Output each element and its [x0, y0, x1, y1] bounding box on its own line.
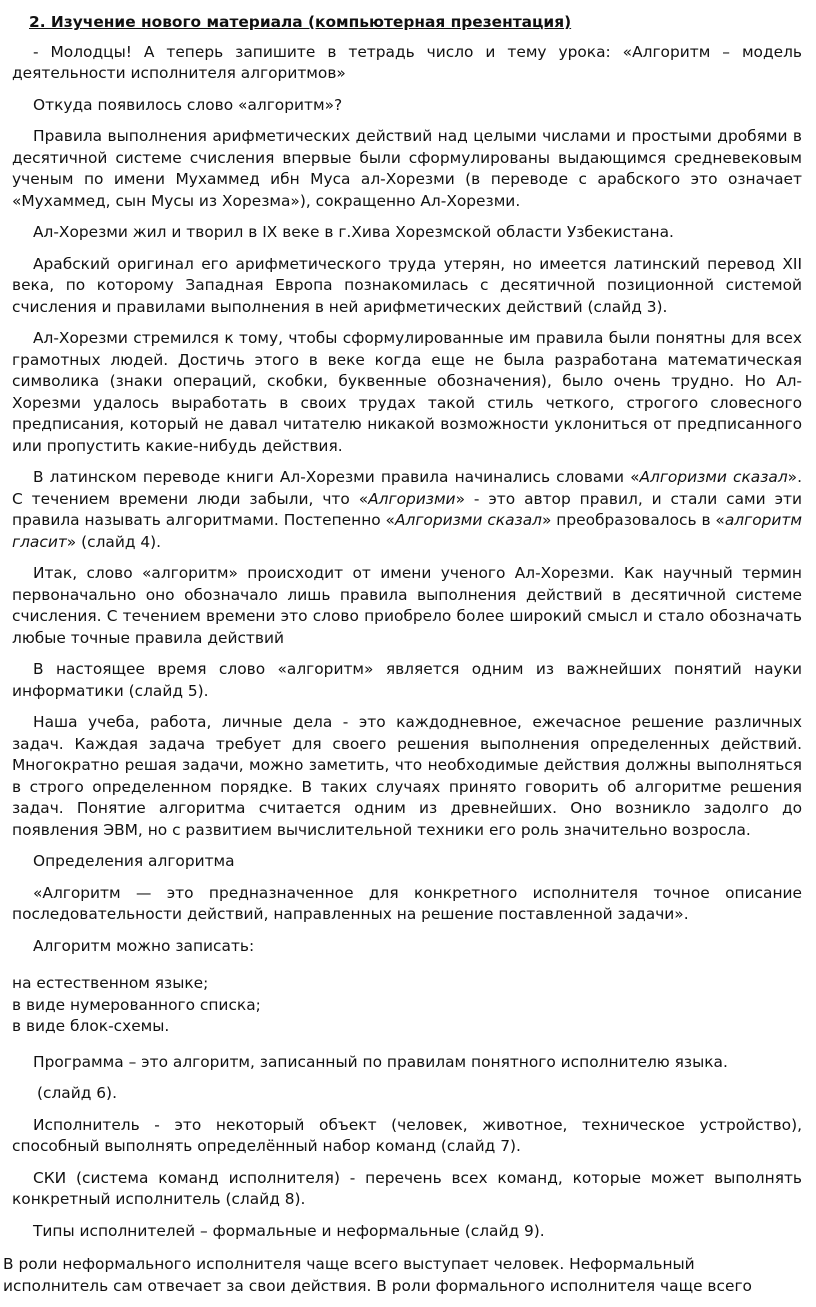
paragraph-algorizmi — [12, 467, 802, 553]
paragraph-term-origin: Итак, слово «алгоритм» происходит от имени ученого Ал-Хорезми. Как научный термин первоначально оно обозначало лишь правила выполнения действий в десятичной системе счисления. С течением времени это слово приобрело более широкий смысл и стало обозначать любые точные правила действий — [12, 564, 802, 647]
italic-phrase: алгоритм гласит — [12, 511, 802, 551]
italic-phrase: Алгоризми — [368, 489, 456, 508]
paragraph-rules-origin: Правила выполнения арифметических действий над целыми числами и простыми дробями в десятичной системе счисления впервые были сформулированы выдающимся средневековым ученым по имени Мухаммед ибн Муса ал-Хорезми (в переводе с арабского это означает «Мухаммед, сын Мусы из Хорезма»), сокращенно Ал-Хорезми. — [12, 127, 802, 210]
paragraph-definition: «Алгоритм — это предназначенное для конкретного исполнителя точное описание последовательности действий, направленных на решение поставленной задачи». — [12, 883, 802, 923]
paragraph-tasks: Наша учеба, работа, личные дела - это каждодневное, ежечасное решение различных задач. Каждая задача требует для своего решения выполнения определенных действий. Многократно решая задачи, можно заметить, что необходимые действия должны выполняться в строго определенном порядке. В таких случаях принято говорить об алгоритме решения задач. Понятие алгоритма считается одним из древнейших. Оно возникло задолго до появления ЭВМ, но с развитием вычислительной техники его роль значительно возросла. — [12, 713, 802, 839]
text-run: » преобразовалось в « — [541, 511, 725, 529]
italic-phrase: Алгоризми сказал — [394, 511, 542, 529]
list-item: в виде блок-схемы. — [12, 1017, 170, 1035]
text-run: » - это автор правил, и стали сами эти правила называть алгоритмами. Постепенно « — [12, 489, 802, 529]
paragraph-definitions-title: Определения алгоритма — [33, 852, 235, 870]
list-item: на естественном языке; — [12, 974, 209, 992]
paragraph-al-khwarizmi-life: Ал-Хорезми жил и творил в IX веке в г.Хива Хорезмской области Узбекистана. — [33, 223, 674, 241]
section-heading: 2. Изучение нового материала (компьютерная презентация) — [29, 13, 572, 31]
list-item: в виде нумерованного списка; — [12, 995, 261, 1014]
paragraph-program: Программа – это алгоритм, записанный по правилам понятного исполнителю языка. — [33, 1052, 728, 1071]
text-run: » (слайд 4). — [66, 532, 162, 551]
paragraph-latin-translation: Арабский оригинал его арифметического труда утерян, но имеется латинский перевод XII века, по которому Западная Европа познакомилась с десятичной позиционной системой счисления и правилами выполнения в ней арифметических действий (слайд 3). — [12, 254, 802, 316]
paragraph-executor: Исполнитель - это некоторый объект (человек, животное, техническое устройство), способный выполнять определённый набор команд (слайд 7). — [12, 1115, 802, 1155]
text-run: ». С течением времени люди забыли, что « — [12, 468, 802, 508]
text-run: В латинском переводе книги Ал-Хорезми правила начинались словами « — [33, 468, 640, 486]
paragraph-slide-6: (слайд 6). — [37, 1084, 117, 1102]
document-page — [3, 12, 802, 1307]
paragraph-question: Откуда появилось слово «алгоритм»? — [33, 95, 343, 114]
paragraph-informal-executor: В роли неформального исполнителя чаще всего выступает человек. Неформальный исполнитель сам отвечает за свои действия. В роли формального исполнителя чаще всего — [3, 1255, 752, 1295]
paragraph-style: Ал-Хорезми стремился к тому, чтобы сформулированные им правила были понятны для всех грамотных людей. Достичь этого в веке когда еще не была разработана математическая символика (знаки операций, скобки, буквенные обозначения), было очень трудно. Но Ал-Хорезми удалось выработать в своих трудах такой стиль четкого, строгого словесного предписания, который не давал читателю никакой возможности уклониться от предписанного или пропустить какие-нибудь действия. — [12, 329, 802, 455]
paragraph-command-system: СКИ (система команд исполнителя) - перечень всех команд, которые может выполнять конкретный исполнитель (слайд 8). — [12, 1168, 802, 1208]
paragraph-informatics: В настоящее время слово «алгоритм» является одним из важнейших понятий науки информатики (слайд 5). — [12, 660, 802, 700]
italic-phrase: Алгоризми сказал — [639, 468, 788, 486]
paragraph-lesson-topic: - Молодцы! А теперь запишите в тетрадь число и тему урока: «Алгоритм – модель деятельности исполнителя алгоритмов» — [12, 42, 802, 82]
paragraph-executor-types: Типы исполнителей – формальные и неформальные (слайд 9). — [33, 1221, 545, 1240]
paragraph-write-methods: Алгоритм можно записать: — [33, 936, 255, 955]
methods-list — [12, 973, 802, 1038]
